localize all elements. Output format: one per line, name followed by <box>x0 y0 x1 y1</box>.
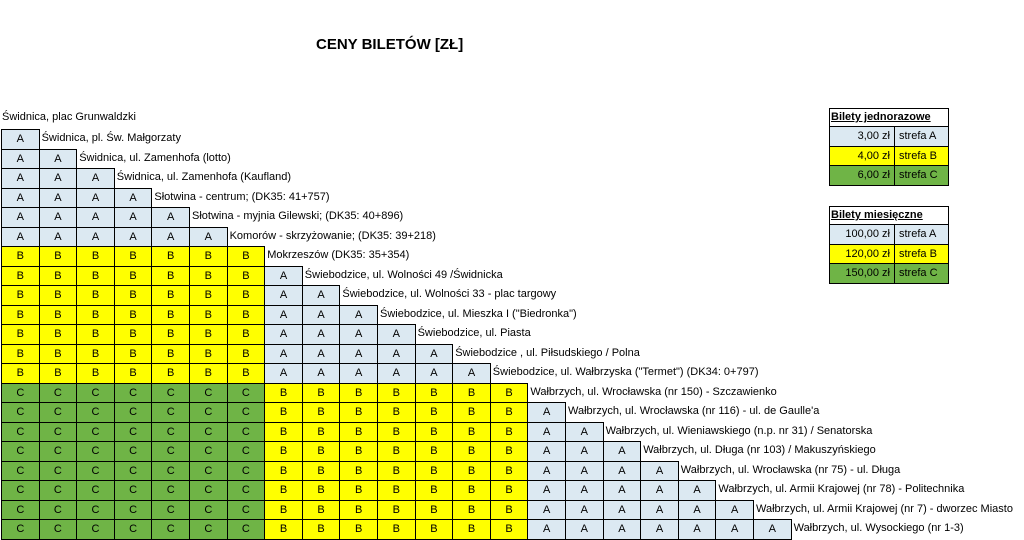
zone-cell: C <box>114 519 153 540</box>
stop-name: Komorów - skrzyżowanie; (DK35: 39+218) <box>229 229 436 242</box>
zone-cell: B <box>76 285 115 306</box>
zone-cell: A <box>678 500 717 521</box>
zone-cell: A <box>339 324 378 345</box>
zone-cell: A <box>76 227 115 248</box>
zone-cell: A <box>339 305 378 326</box>
zone-cell: C <box>76 461 115 482</box>
stop-name: Świebodzice , ul. Piłsudskiego / Polna <box>455 346 640 359</box>
zone-cell: B <box>339 383 378 404</box>
stop-name: Wałbrzych, ul. Wrocławska (nr 150) - Szczawienko <box>530 385 777 398</box>
zone-cell: B <box>39 344 78 365</box>
zone-cell: A <box>1 227 40 248</box>
zone-cell: B <box>490 461 529 482</box>
zone-cell: B <box>490 383 529 404</box>
zone-cell: C <box>114 422 153 443</box>
zone-cell: A <box>603 441 642 462</box>
zone-cell: B <box>189 305 228 326</box>
zone-cell: B <box>189 324 228 345</box>
zone-cell: C <box>189 422 228 443</box>
zone-cell: A <box>715 519 754 540</box>
zone-cell: C <box>76 422 115 443</box>
zone-cell: C <box>114 383 153 404</box>
zone-cell: A <box>527 500 566 521</box>
zone-cell: C <box>227 461 266 482</box>
zone-cell: B <box>114 246 153 267</box>
zone-cell: A <box>603 480 642 501</box>
zone-label: strefa A <box>895 127 949 147</box>
stop-name: Świebodzice, ul. Wałbrzyska ("Termet") (DK34: 0+797) <box>492 366 759 378</box>
zone-cell: C <box>151 500 190 521</box>
stop-name: Wałbrzych, ul. Długa (nr 103) / Makuszyńskiego <box>643 444 876 456</box>
zone-cell: C <box>39 519 78 540</box>
zone-cell: B <box>1 246 40 267</box>
zone-cell: B <box>452 461 491 482</box>
zone-cell: B <box>39 324 78 345</box>
zone-cell: C <box>76 441 115 462</box>
zone-cell: C <box>1 461 40 482</box>
zone-cell: C <box>39 480 78 501</box>
zone-cell: B <box>302 461 341 482</box>
zone-cell: A <box>565 519 604 540</box>
stop-name: Wałbrzych, ul. Armii Krajowej (nr 78) - Politechnika <box>718 483 965 495</box>
zone-cell: B <box>339 461 378 482</box>
zone-cell: A <box>114 188 153 209</box>
zone-cell: A <box>377 324 416 345</box>
zone-cell: C <box>189 480 228 501</box>
zone-cell: A <box>264 305 303 326</box>
zone-cell: A <box>678 519 717 540</box>
zone-label: strefa C <box>895 264 949 284</box>
zone-cell: C <box>227 422 266 443</box>
zone-label: strefa C <box>895 166 949 186</box>
zone-cell: C <box>39 383 78 404</box>
zone-cell: A <box>189 227 228 248</box>
monthly-ticket-title: Bilety miesięczne <box>829 206 949 225</box>
zone-cell: B <box>151 246 190 267</box>
price-value: 4,00 zł <box>829 147 895 167</box>
price-row <box>829 166 949 186</box>
zone-cell: B <box>302 500 341 521</box>
zone-cell: C <box>227 519 266 540</box>
zone-cell: B <box>1 344 40 365</box>
zone-cell: C <box>189 402 228 423</box>
zone-cell: B <box>415 461 454 482</box>
zone-cell: B <box>415 500 454 521</box>
zone-cell: A <box>377 344 416 365</box>
zone-cell: A <box>76 207 115 228</box>
zone-cell: B <box>264 519 303 540</box>
stop-name: Świdnica, pl. Św. Małgorzaty <box>41 132 181 144</box>
zone-cell: C <box>1 519 40 540</box>
stop-name: Świebodzice, ul. Mieszka I ("Biedronka") <box>380 307 577 320</box>
zone-cell: A <box>302 344 341 365</box>
zone-cell: B <box>151 344 190 365</box>
zone-cell: A <box>527 422 566 443</box>
zone-cell: C <box>76 500 115 521</box>
zone-cell: B <box>189 266 228 287</box>
zone-cell: B <box>114 285 153 306</box>
zone-cell: A <box>264 344 303 365</box>
zone-cell: C <box>1 402 40 423</box>
zone-cell: A <box>640 519 679 540</box>
zone-cell: A <box>415 363 454 384</box>
zone-cell: B <box>490 402 529 423</box>
zone-cell: B <box>264 422 303 443</box>
zone-cell: B <box>189 344 228 365</box>
single-ticket-price-list <box>829 127 949 186</box>
zone-cell: A <box>39 188 78 209</box>
zone-cell: A <box>339 344 378 365</box>
zone-cell: B <box>189 363 228 384</box>
price-row <box>829 147 949 167</box>
zone-cell: B <box>339 422 378 443</box>
zone-cell: C <box>76 480 115 501</box>
zone-label: strefa B <box>895 245 949 265</box>
zone-cell: B <box>264 500 303 521</box>
zone-cell: A <box>603 500 642 521</box>
stop-name: Świdnica, ul. Zamenhofa (lotto) <box>79 151 231 164</box>
zone-cell: A <box>640 500 679 521</box>
zone-cell: A <box>339 363 378 384</box>
zone-cell: B <box>490 441 529 462</box>
zone-cell: A <box>565 422 604 443</box>
zone-cell: B <box>415 402 454 423</box>
zone-cell: A <box>565 500 604 521</box>
zone-cell: B <box>302 519 341 540</box>
zone-cell: A <box>39 149 78 170</box>
price-value: 120,00 zł <box>829 245 895 265</box>
zone-cell: C <box>227 402 266 423</box>
zone-cell: A <box>640 480 679 501</box>
zone-cell: B <box>114 344 153 365</box>
zone-cell: C <box>114 500 153 521</box>
zone-cell: A <box>264 266 303 287</box>
zone-cell: A <box>527 519 566 540</box>
zone-cell: C <box>151 422 190 443</box>
monthly-ticket-price-table <box>829 206 949 284</box>
zone-cell: C <box>76 402 115 423</box>
zone-cell: B <box>39 266 78 287</box>
price-row <box>829 127 949 147</box>
price-row <box>829 225 949 245</box>
zone-cell: C <box>227 480 266 501</box>
zone-cell: B <box>76 246 115 267</box>
zone-cell: C <box>189 441 228 462</box>
zone-label: strefa B <box>895 147 949 167</box>
zone-cell: C <box>114 480 153 501</box>
zone-cell: B <box>415 480 454 501</box>
zone-cell: B <box>490 500 529 521</box>
price-value: 6,00 zł <box>829 166 895 186</box>
zone-cell: B <box>415 519 454 540</box>
stop-name: Wałbrzych, ul. Wrocławska (nr 116) - ul. de Gaulle'a <box>568 405 820 417</box>
zone-cell: B <box>114 266 153 287</box>
zone-cell: C <box>39 422 78 443</box>
zone-cell: B <box>452 441 491 462</box>
zone-cell: B <box>39 285 78 306</box>
zone-cell: B <box>377 402 416 423</box>
zone-cell: B <box>377 500 416 521</box>
zone-cell: B <box>76 305 115 326</box>
zone-cell: A <box>565 441 604 462</box>
zone-cell: B <box>490 480 529 501</box>
zone-cell: A <box>415 344 454 365</box>
zone-cell: A <box>527 402 566 423</box>
zone-cell: A <box>264 285 303 306</box>
zone-cell: B <box>114 324 153 345</box>
zone-cell: C <box>227 383 266 404</box>
zone-cell: B <box>1 324 40 345</box>
zone-cell: B <box>452 519 491 540</box>
zone-cell: B <box>76 344 115 365</box>
zone-cell: B <box>151 324 190 345</box>
zone-cell: C <box>151 480 190 501</box>
zone-cell: B <box>189 285 228 306</box>
zone-cell: A <box>753 519 792 540</box>
zone-cell: A <box>151 227 190 248</box>
zone-cell: B <box>302 422 341 443</box>
zone-cell: C <box>114 461 153 482</box>
zone-cell: C <box>151 402 190 423</box>
stop-name: Wałbrzych, ul. Wieniawskiego (n.p. nr 31) / Senatorska <box>605 424 873 437</box>
zone-cell: C <box>39 441 78 462</box>
zone-cell: C <box>189 519 228 540</box>
zone-cell: B <box>227 285 266 306</box>
stop-name: Wałbrzych, ul. Armii Krajowej (nr 7) - dworzec Miasto <box>756 502 1013 515</box>
zone-cell: A <box>39 168 78 189</box>
zone-cell: A <box>527 480 566 501</box>
zone-cell: C <box>189 461 228 482</box>
zone-cell: C <box>1 480 40 501</box>
stop-name: Świebodzice, ul. Wolności 49 /Świdnicka <box>304 268 503 281</box>
zone-cell: B <box>227 344 266 365</box>
zone-cell: B <box>339 500 378 521</box>
zone-cell: B <box>452 383 491 404</box>
zone-cell: A <box>377 363 416 384</box>
zone-cell: C <box>151 519 190 540</box>
zone-cell: B <box>151 363 190 384</box>
zone-cell: C <box>1 383 40 404</box>
single-ticket-title: Bilety jednorazowe <box>829 108 949 127</box>
monthly-ticket-price-list <box>829 225 949 284</box>
zone-cell: A <box>39 227 78 248</box>
zone-cell: B <box>1 285 40 306</box>
single-ticket-price-table <box>829 108 949 186</box>
zone-cell: B <box>377 441 416 462</box>
zone-cell: C <box>1 422 40 443</box>
zone-cell: B <box>415 383 454 404</box>
zone-cell: A <box>1 149 40 170</box>
zone-cell: B <box>302 441 341 462</box>
zone-cell: B <box>114 363 153 384</box>
price-row <box>829 264 949 284</box>
zone-cell: B <box>415 441 454 462</box>
zone-cell: B <box>339 480 378 501</box>
stop-name: Mokrzeszów (DK35: 35+354) <box>267 249 410 261</box>
zone-cell: A <box>527 461 566 482</box>
zone-cell: A <box>302 324 341 345</box>
zone-cell: B <box>39 363 78 384</box>
zone-cell: B <box>151 305 190 326</box>
zone-cell: C <box>189 500 228 521</box>
zone-cell: B <box>39 246 78 267</box>
zone-cell: B <box>1 363 40 384</box>
zone-cell: B <box>76 324 115 345</box>
zone-cell: B <box>114 305 153 326</box>
zone-cell: B <box>1 266 40 287</box>
zone-cell: B <box>151 285 190 306</box>
zone-cell: C <box>39 461 78 482</box>
zone-cell: A <box>1 207 40 228</box>
zone-cell: C <box>151 461 190 482</box>
zone-cell: B <box>415 422 454 443</box>
zone-cell: A <box>565 461 604 482</box>
zone-cell: B <box>302 383 341 404</box>
zone-cell: C <box>1 500 40 521</box>
zone-cell: C <box>114 441 153 462</box>
zone-cell: C <box>76 383 115 404</box>
zone-cell: C <box>227 500 266 521</box>
zone-cell: C <box>39 402 78 423</box>
stop-name: Świebodzice, ul. Wolności 33 - plac targowy <box>342 288 557 300</box>
zone-cell: A <box>76 168 115 189</box>
stop-name: Słotwina - myjnia Gilewski; (DK35: 40+896) <box>192 210 404 222</box>
zone-cell: B <box>377 383 416 404</box>
zone-cell: A <box>527 441 566 462</box>
zone-cell: B <box>189 246 228 267</box>
zone-cell: B <box>452 500 491 521</box>
zone-cell: B <box>227 246 266 267</box>
page-title: CENY BILETÓW [ZŁ] <box>316 36 464 53</box>
zone-cell: B <box>227 324 266 345</box>
zone-cell: B <box>452 402 491 423</box>
zone-cell: B <box>452 422 491 443</box>
zone-cell: A <box>264 363 303 384</box>
zone-cell: A <box>39 207 78 228</box>
zone-cell: A <box>151 207 190 228</box>
zone-cell: B <box>264 480 303 501</box>
stop-name: Wałbrzych, ul. Wysockiego (nr 1-3) <box>793 522 964 534</box>
zone-cell: A <box>603 519 642 540</box>
zone-cell: A <box>1 129 40 150</box>
zone-cell: C <box>189 383 228 404</box>
zone-cell: B <box>339 402 378 423</box>
zone-cell: B <box>264 383 303 404</box>
zone-cell: C <box>151 383 190 404</box>
zone-cell: B <box>1 305 40 326</box>
zone-cell: B <box>377 422 416 443</box>
zone-cell: B <box>302 402 341 423</box>
zone-cell: A <box>640 461 679 482</box>
stop-name: Świebodzice, ul. Piasta <box>417 327 531 339</box>
zone-cell: C <box>114 402 153 423</box>
zone-cell: B <box>302 480 341 501</box>
zone-cell: A <box>302 285 341 306</box>
zone-cell: C <box>227 441 266 462</box>
zone-cell: B <box>490 519 529 540</box>
zone-cell: A <box>302 363 341 384</box>
stop-name: Wałbrzych, ul. Wrocławska (nr 75) - ul. Długa <box>680 463 901 476</box>
stop-name: Świdnica, ul. Zamenhofa (Kaufland) <box>116 171 292 183</box>
zone-cell: B <box>264 461 303 482</box>
zone-cell: B <box>377 480 416 501</box>
zone-cell: C <box>151 441 190 462</box>
zone-cell: A <box>1 168 40 189</box>
zone-cell: B <box>227 363 266 384</box>
zone-cell: B <box>339 441 378 462</box>
zone-cell: B <box>339 519 378 540</box>
zone-cell: B <box>452 480 491 501</box>
zone-cell: B <box>377 519 416 540</box>
zone-cell: B <box>227 266 266 287</box>
origin-stop-label: Świdnica, plac Grunwaldzki <box>2 111 136 123</box>
zone-cell: A <box>302 305 341 326</box>
zone-cell: A <box>264 324 303 345</box>
zone-cell: A <box>76 188 115 209</box>
zone-cell: B <box>264 441 303 462</box>
zone-cell: C <box>76 519 115 540</box>
zone-cell: A <box>678 480 717 501</box>
zone-cell: C <box>1 441 40 462</box>
zone-cell: A <box>114 207 153 228</box>
zone-cell: B <box>76 363 115 384</box>
zone-label: strefa A <box>895 225 949 245</box>
zone-cell: A <box>452 363 491 384</box>
zone-cell: A <box>565 480 604 501</box>
zone-cell: A <box>1 188 40 209</box>
zone-cell: B <box>151 266 190 287</box>
zone-cell: B <box>39 305 78 326</box>
zone-cell: A <box>715 500 754 521</box>
price-row <box>829 245 949 265</box>
zone-cell: B <box>264 402 303 423</box>
zone-cell: B <box>76 266 115 287</box>
zone-cell: A <box>603 461 642 482</box>
stop-name: Słotwina - centrum; (DK35: 41+757) <box>154 190 330 203</box>
price-value: 150,00 zł <box>829 264 895 284</box>
price-value: 3,00 zł <box>829 127 895 147</box>
zone-cell: B <box>490 422 529 443</box>
zone-cell: A <box>114 227 153 248</box>
zone-cell: C <box>39 500 78 521</box>
zone-cell: B <box>377 461 416 482</box>
price-value: 100,00 zł <box>829 225 895 245</box>
zone-cell: B <box>227 305 266 326</box>
